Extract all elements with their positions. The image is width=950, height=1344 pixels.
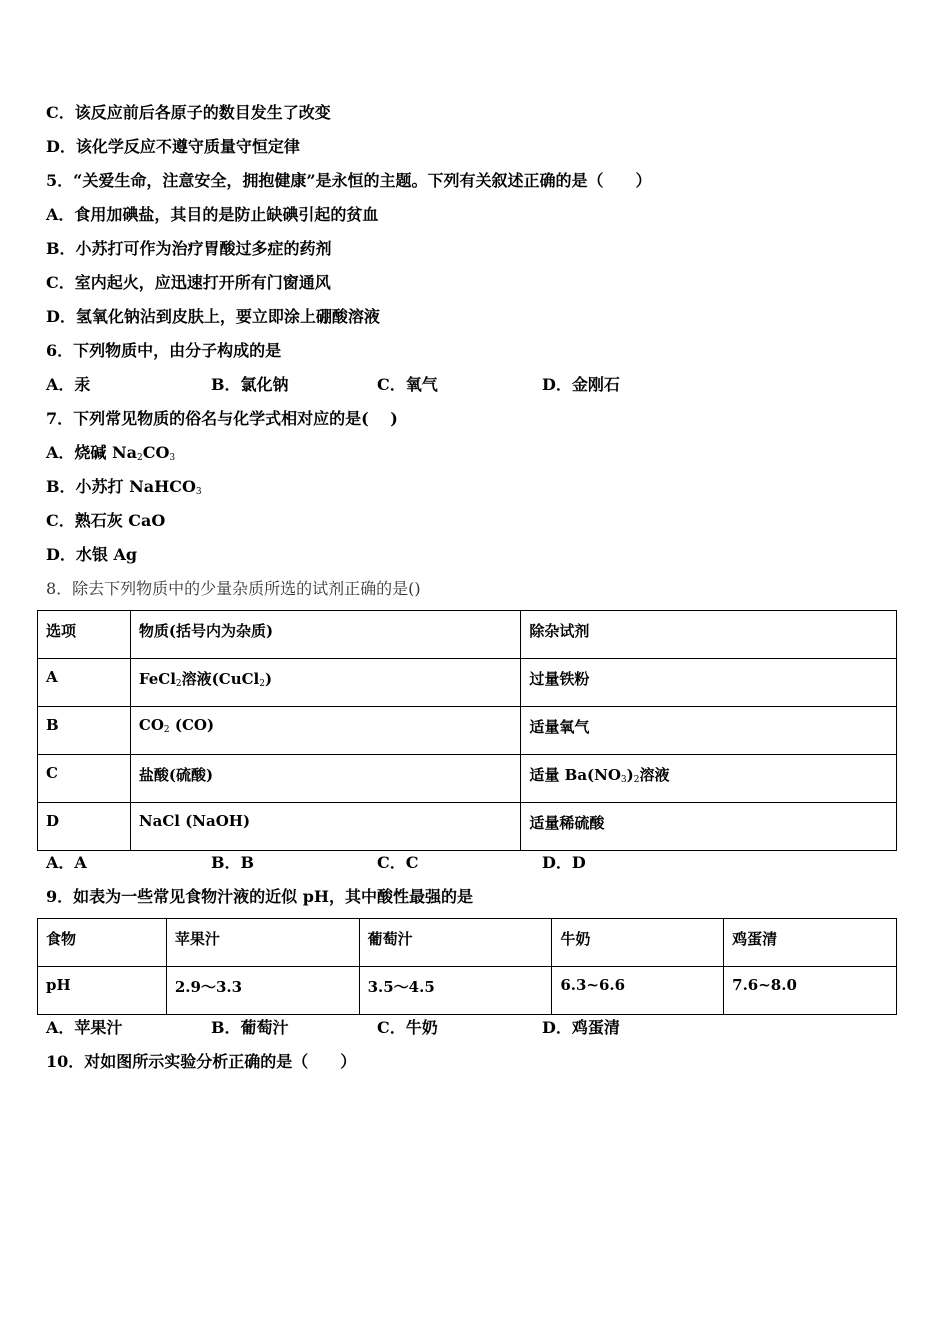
q7-stem: 7．下列常见物质的俗名与化学式相对应的是( ): [46, 409, 398, 428]
q8-option-d: D．D: [542, 853, 586, 872]
q7a-formula: $Na_2CO_3$: [112, 443, 176, 463]
table-row: C 盐酸(硫酸) 适量 $Ba(NO_3)_2$溶液: [38, 755, 897, 803]
q9-option-a: A．苹果汁: [46, 1018, 123, 1037]
q4-option-d: D．该化学反应不遵守质量守恒定律: [46, 137, 300, 156]
q8-stem: 8．除去下列物质中的少量杂质所选的试剂正确的是(): [46, 579, 421, 598]
q6-option-b: B．氯化钠: [211, 375, 289, 394]
table-row: D NaCl (NaOH) 适量稀硫酸: [38, 803, 897, 851]
q8-option-c: C．C: [377, 853, 419, 872]
q6-option-c: C．氧气: [377, 375, 438, 394]
q5-stem: 5．“关爱生命，注意安全，拥抱健康”是永恒的主题。下列有关叙述正确的是（ ）: [46, 171, 652, 190]
q8-row-a-substance: FeCl$_2$溶液(CuCl$_2$): [130, 659, 521, 707]
q8-row-b-substance: $CO_2$ (CO): [130, 707, 521, 755]
q9-option-b: B．葡萄汁: [211, 1018, 289, 1037]
q8-row-c-reagent: 适量 $Ba(NO_3)_2$溶液: [521, 755, 897, 803]
q5-option-c: C．室内起火，应迅速打开所有门窗通风: [46, 273, 331, 292]
q8-header-substance: 物质(括号内为杂质): [130, 611, 521, 659]
q9-table: [37, 918, 897, 1015]
q9-table-header: 食物 苹果汁 葡萄汁 牛奶 鸡蛋清: [38, 919, 897, 967]
q7-option-b: [46, 477, 202, 502]
q9-option-c: C．牛奶: [377, 1018, 438, 1037]
q5-option-a: A．食用加碘盐，其目的是防止缺碘引起的贫血: [46, 205, 379, 224]
q6-stem: 6．下列物质中，由分子构成的是: [46, 341, 282, 360]
q10-stem: 10．对如图所示实验分析正确的是（ ）: [46, 1052, 357, 1071]
q9-stem: 9．如表为一些常见食物汁液的近似 pH，其中酸性最强的是: [46, 887, 474, 906]
q7-option-a: [46, 443, 175, 468]
q8-header-reagent: 除杂试剂: [521, 611, 897, 659]
q8-option-b: B．B: [211, 853, 255, 872]
q7-option-d: D．水银 Ag: [46, 545, 138, 564]
q6-option-d: D．金刚石: [542, 375, 620, 394]
q8-table: [37, 610, 897, 851]
q7b-formula: NaHCO$_3$: [129, 477, 202, 497]
q8-header-option: 选项: [38, 611, 131, 659]
q5-option-d: D．氢氧化钠沾到皮肤上，要立即涂上硼酸溶液: [46, 307, 380, 326]
q9-option-d: D．鸡蛋清: [542, 1018, 620, 1037]
q8-option-a: A．A: [46, 853, 87, 872]
q7b-label: B．小苏打: [46, 477, 124, 496]
q5-option-b: B．小苏打可作为治疗胃酸过多症的药剂: [46, 239, 332, 258]
q4-option-c: C．该反应前后各原子的数目发生了改变: [46, 103, 331, 122]
table-row: A FeCl$_2$溶液(CuCl$_2$) 过量铁粉: [38, 659, 897, 707]
q6-option-a: A．汞: [46, 375, 91, 394]
table-row: pH 2.9～3.3 3.5～4.5 6.3~6.6 7.6~8.0: [38, 967, 897, 1015]
q8-table-header: [38, 611, 897, 659]
q7a-label: A．烧碱: [46, 443, 107, 462]
table-row: B $CO_2$ (CO) 适量氧气: [38, 707, 897, 755]
q7-option-c: C．熟石灰 CaO: [46, 511, 166, 530]
